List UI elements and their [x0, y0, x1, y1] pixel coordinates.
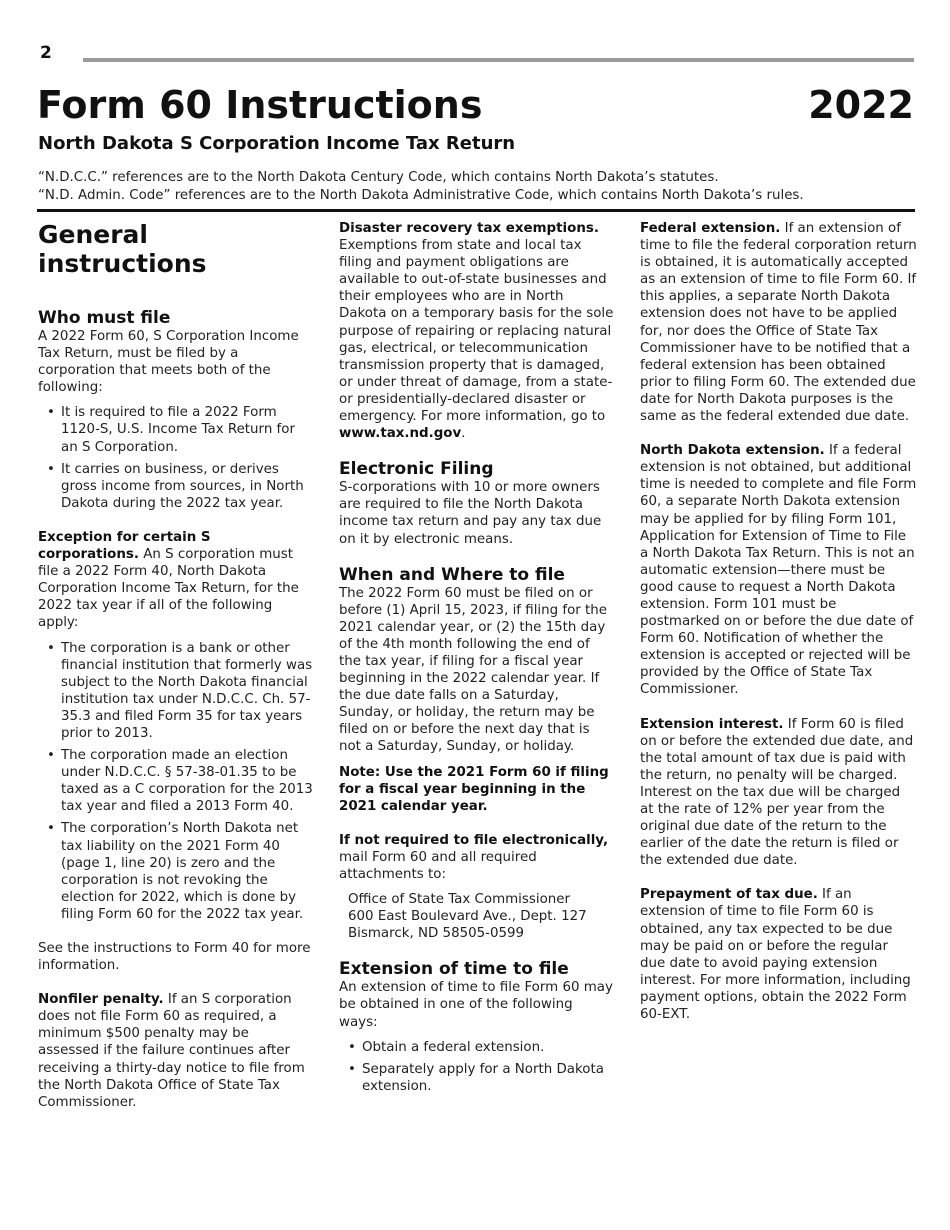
disaster-recovery-paragraph: [339, 220, 614, 442]
see-instructions-text: See the instructions to Form 40 for more information.: [38, 941, 311, 974]
tax-website-link[interactable]: www.tax.nd.gov: [339, 426, 462, 442]
nd-extension-text: If a federal extension is not obtained, but additional time is needed to complete and file Form 60, a separate North Dakota extension may be applied for by filing Form 101, Application for Extension of Time to File a North Dakota Tax Return. This is not an automatic extension—there must be good cause to request a North Dakota extension. Form 101 must be postmarked on or before the due date of Form 60. Notification of whether the extension is accepted or rejected will be provided by the Office of State Tax Commissioner.: [640, 443, 917, 698]
prepayment-text: If an extension of time to file Form 60 is obtained, any tax expected to be due may be paid on or before the regular due date to avoid paying extension interest. For more information, including payment options, obtain the 2022 Form 60-EXT.: [640, 887, 911, 1023]
exception-list: [38, 640, 313, 924]
exception-paragraph: [38, 529, 313, 632]
disaster-text: Exemptions from state and local tax filing and payment obligations are available to out-of-state businesses and their employees who are in North Dakota on a temporary basis for the sole purpose of repairing or replacing natural gas, electrical, or telecommunication transmission property that is damaged, or under threat of damage, from a state- or presidentially-declared disaster or emergency. For more information, go to: [339, 238, 614, 425]
disaster-lead: Disaster recovery tax exemptions.: [339, 221, 599, 236]
electronic-filing-text: S-corporations with 10 or more owners are required to file the North Dakota income tax return and pay any tax due on it by electronic means.: [339, 480, 602, 547]
who-must-file-text: A 2022 Form 60, S Corporation Income Tax Return, must be filed by a corporation that meets both of the following:: [38, 329, 299, 396]
tax-year: 2022: [808, 83, 914, 127]
mail-paragraph: [339, 832, 614, 883]
mail-text: mail Form 60 and all required attachments to:: [339, 849, 537, 882]
nonfiler-lead: Nonfiler penalty.: [38, 992, 164, 1008]
federal-extension-lead: Federal extension.: [640, 221, 781, 236]
extension-interest-lead: Extension interest.: [640, 716, 784, 732]
federal-extension-paragraph: [640, 220, 917, 425]
general-instructions-heading: General instructions: [38, 220, 207, 278]
address-line: Office of State Tax Commissioner: [348, 892, 571, 908]
mailing-address: [348, 891, 614, 942]
admin-code-reference: “N.D. Admin. Code” references are to the North Dakota Administrative Code, which contains North Dakota’s rules.: [38, 188, 804, 203]
column-2: [339, 220, 614, 1107]
extension-list: [339, 1039, 614, 1095]
list-item: • It is required to file a 2022 Form 1120-S, U.S. Income Tax Return for an S Corporation.: [38, 404, 313, 455]
extension-heading: Extension of time to file: [339, 959, 569, 980]
exception-lead: Exception for certain S corporations.: [38, 529, 211, 563]
when-where-heading: When and Where to file: [339, 564, 565, 585]
extension-interest-paragraph: [640, 716, 917, 870]
list-item: • The corporation made an election under N.D.C.C. § 57-38-01.35 to be taxed as a C corporation for the 2013 tax year and filed a 2013 Form 40.: [38, 747, 313, 815]
column-1: [38, 220, 313, 1128]
electronic-filing-heading: Electronic Filing: [339, 459, 494, 480]
nd-extension-paragraph: [640, 442, 917, 698]
nonfiler-penalty-paragraph: [38, 991, 313, 1111]
mail-lead: If not required to file electronically,: [339, 832, 609, 848]
disaster-end: .: [461, 426, 466, 442]
prepayment-paragraph: [640, 886, 917, 1023]
when-where-text: The 2022 Form 60 must be filed on or before (1) April 15, 2023, if filing for the 2021 calendar year, or (2) the 15th day of the 4th month following the end of the tax year, if filing for a fiscal year beginning in the 2022 calendar year. If the due date falls on a Saturday, Sunday, or holiday, the return may be filed on or before the next day that is not a Saturday, Sunday, or holiday.: [339, 585, 608, 755]
extension-interest-text: If Form 60 is filed on or before the extended due date, and the total amount of tax due is paid with the return, no penalty will be charged. Interest on the tax due will be charged at the rate of 12% per year from the original due date of the return to the earlier of the date the return is filed or the extended due date.: [640, 716, 914, 869]
list-item: • Separately apply for a North Dakota extension.: [339, 1061, 614, 1095]
extension-text: An extension of time to file Form 60 may be obtained in one of the following ways:: [339, 980, 613, 1030]
list-item: • It carries on business, or derives gross income from sources, in North Dakota during the 2022 tax year.: [38, 461, 313, 512]
address-line: 600 East Boulevard Ave., Dept. 127: [348, 909, 587, 925]
prepayment-lead: Prepayment of tax due.: [640, 887, 818, 903]
header-rule: [83, 58, 914, 62]
ndcc-reference: “N.D.C.C.” references are to the North Dakota Century Code, which contains North Dakota’s statutes.: [38, 170, 719, 185]
nd-extension-lead: North Dakota extension.: [640, 443, 825, 459]
address-line: Bismarck, ND 58505-0599: [348, 926, 525, 942]
exception-text: An S corporation must file a 2022 Form 40, North Dakota Corporation Income Tax Return, for the 2022 tax year if all of the following apply:: [38, 547, 299, 631]
who-must-file-heading: Who must file: [38, 308, 171, 328]
header-divider: [37, 209, 915, 212]
federal-extension-text: If an extension of time to file the federal corporation return is obtained, it is automatically accepted as an extension of time to file Form 60. If this applies, a separate North Dakota extension does not have to be applied for, nor does the Office of State Tax Commissioner have to be notified that a federal extension has been obtained prior to filing Form 60. The extended due date for North Dakota purposes is the same as the federal extended due date.: [640, 221, 917, 425]
page-subtitle: North Dakota S Corporation Income Tax Return: [38, 133, 516, 154]
references-note: [38, 169, 804, 205]
fiscal-year-note: Note: Use the 2021 Form 60 if filing for a fiscal year beginning in the 2021 calendar year.: [339, 764, 609, 814]
page-number: 2: [40, 43, 52, 63]
nonfiler-text: If an S corporation does not file Form 60 as required, a minimum $500 penalty may be assessed if the failure continues after receiving a thirty-day notice to file from the North Dakota Office of State Tax Commissioner.: [38, 992, 305, 1110]
list-item: • The corporation’s North Dakota net tax liability on the 2021 Form 40 (page 1, line 20) is zero and the corporation is not revoking the election for 2022, which is done by filing Form 60 for the 2022 tax year.: [38, 820, 313, 923]
column-3: [640, 220, 917, 1040]
page-title: Form 60 Instructions: [37, 83, 483, 127]
who-must-file-list: [38, 404, 313, 512]
list-item: • Obtain a federal extension.: [339, 1039, 614, 1056]
list-item: • The corporation is a bank or other financial institution that formerly was subject to the North Dakota financial institution tax under N.D.C.C. Ch. 57-35.3 and filed Form 35 for tax years prior to 2013.: [38, 640, 313, 743]
